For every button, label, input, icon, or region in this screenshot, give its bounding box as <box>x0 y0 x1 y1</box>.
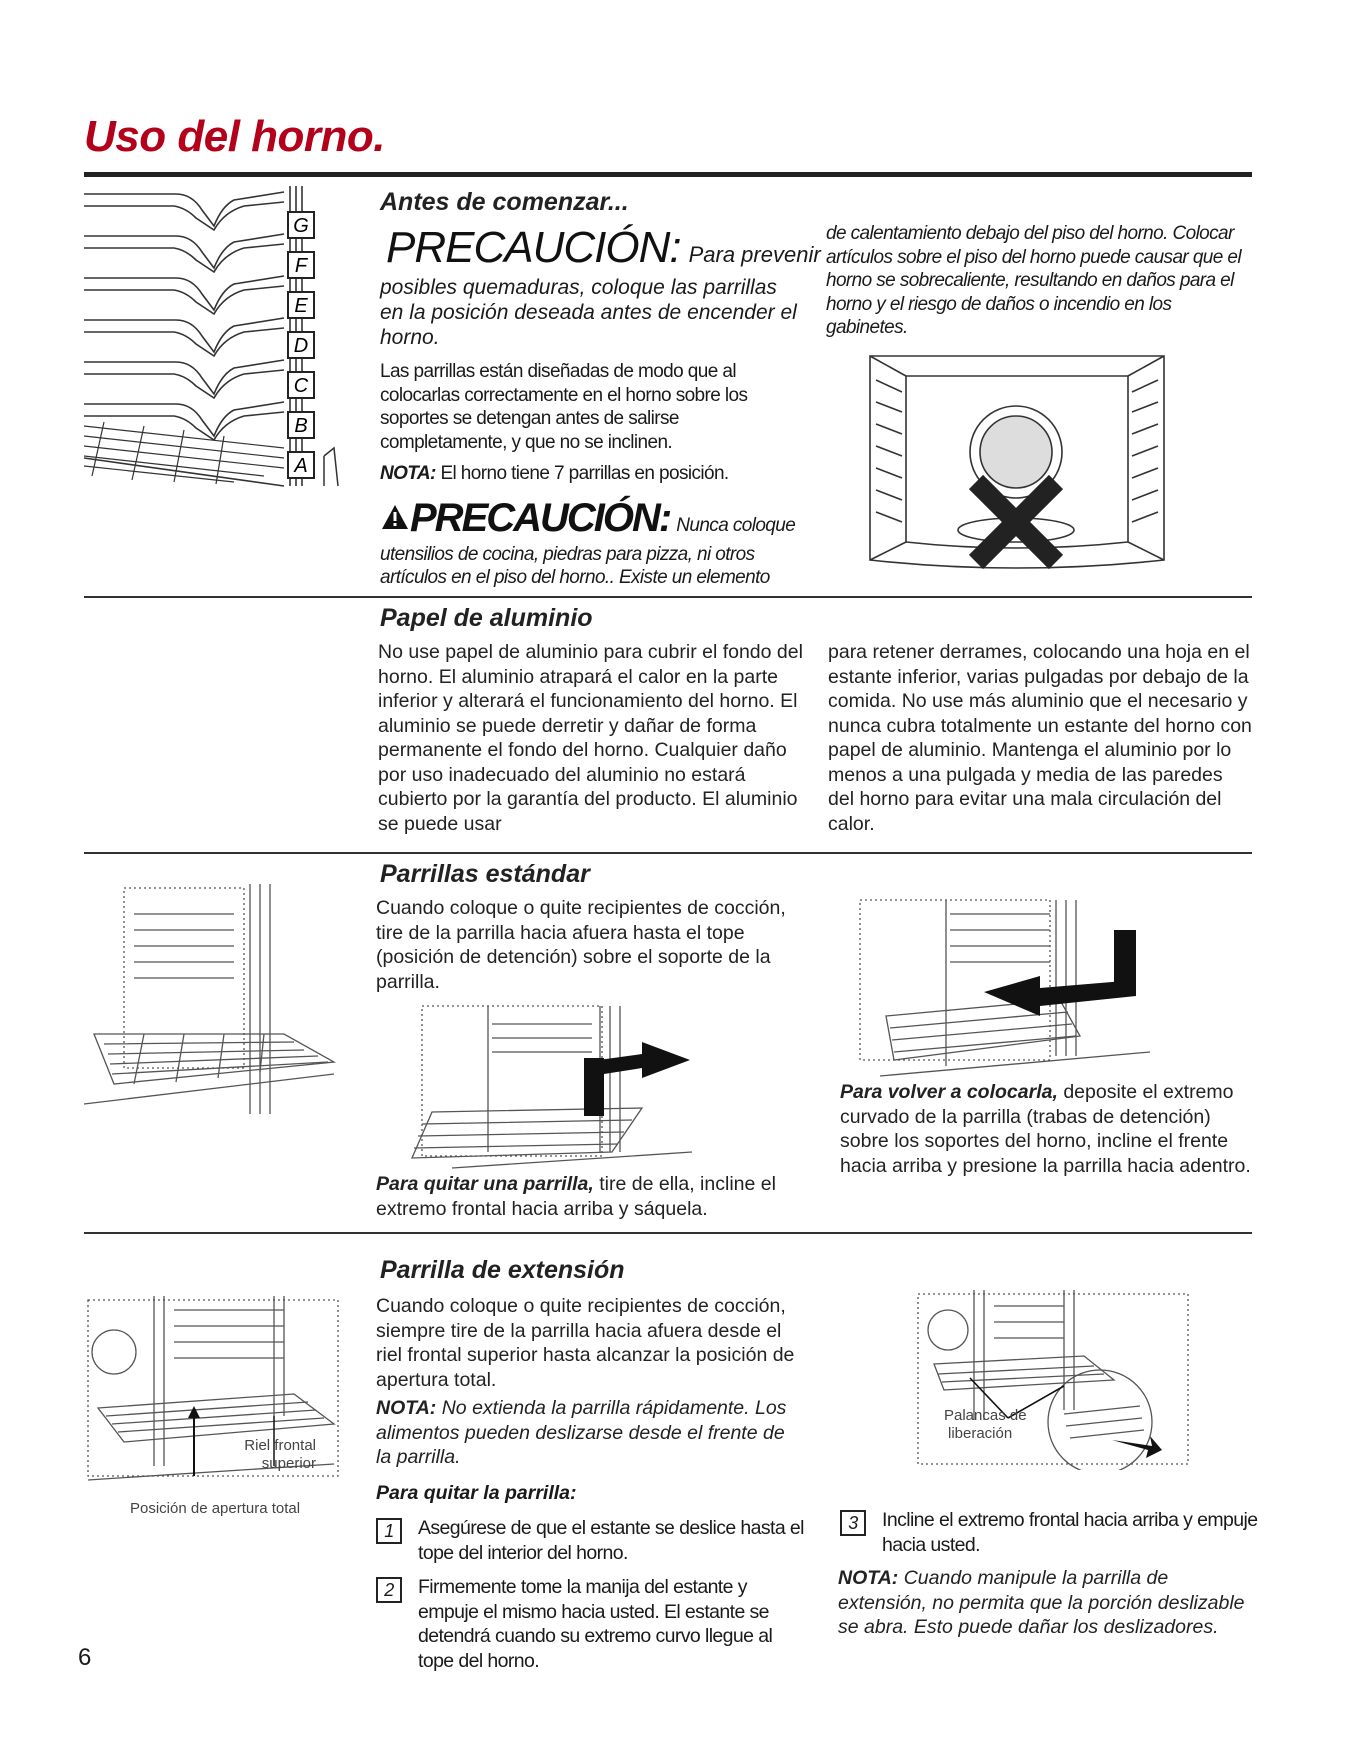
page-title: Uso del horno. <box>84 112 385 161</box>
step-item <box>376 1516 806 1565</box>
wire-rack <box>84 422 284 484</box>
title-rule <box>84 172 1252 177</box>
arrow-down-in-icon <box>984 930 1136 1016</box>
section-heading-before: Antes de comenzar... <box>380 188 629 216</box>
step-text: Asegúrese de que el estante se deslice hasta el tope del interior del horno. <box>418 1517 804 1564</box>
steps-list <box>376 1516 806 1683</box>
caution-text: utensilios de cocina, piedras para pizza, ni otros artículos en el piso del horno.. Existe un elemento <box>380 543 770 588</box>
replace-rack-illustration <box>850 896 1170 1082</box>
step-number: 3 <box>840 1510 866 1536</box>
foil-text-col1: No use papel de aluminio para cubrir el fondo del horno. El aluminio atrapará el calor en la parte inferior y alterará el funcionamiento del horno. El aluminio se puede derretir y dañar de forma permanente el fondo del horno. Cualquier daño por uso inadecuado del aluminio no estará cubierto por la garantía del producto. El aluminio se puede usar <box>378 641 803 835</box>
oven-floor-illustration <box>866 352 1168 572</box>
nota-text: No extienda la parrilla rápidamente. Los alimentos pueden deslizarse desde el frente de la parrilla. <box>376 1397 787 1468</box>
extension-intro: Cuando coloque o quite recipientes de cocción, siempre tire de la parrilla hacia afuera desde el riel frontal superior hasta alcanzar la posición de apertura total. <box>376 1295 795 1391</box>
extension-nota <box>376 1396 796 1470</box>
step-text: Firmemente tome la manija del estante y empuje el mismo hacia usted. El estante se detendrá cuando su extremo curvo llegue al tope del horno. <box>418 1576 773 1672</box>
replace-rack-paragraph <box>840 1080 1260 1178</box>
remove-rack-illustration <box>392 1002 728 1170</box>
nota-paragraph <box>380 462 800 486</box>
remove-heading: Para quitar la parrilla: <box>376 1482 577 1504</box>
prohibited-x-icon <box>976 482 1056 562</box>
position-label: C <box>293 375 309 397</box>
nota-label: NOTA: <box>380 463 436 484</box>
rack-guides <box>84 192 284 440</box>
rack-positions-illustration <box>84 186 350 502</box>
warning-icon <box>380 503 410 531</box>
page-number: 6 <box>78 1644 92 1671</box>
rail-label: Riel frontal <box>244 1437 316 1454</box>
step-number: 2 <box>376 1577 402 1603</box>
section-divider <box>84 852 1252 854</box>
position-label: A <box>294 455 308 477</box>
position-label: F <box>294 255 308 277</box>
position-label: B <box>294 415 308 437</box>
section-divider <box>84 596 1252 598</box>
position-label: G <box>293 215 309 237</box>
remove-rack-text: tire de ella, incline el extremo frontal hacia arriba y sáquela. <box>376 1173 776 1220</box>
section-heading-foil: Papel de aluminio <box>380 604 593 632</box>
extension-nota2 <box>838 1566 1258 1640</box>
caution-inline-text: Para prevenir <box>688 242 821 267</box>
section-divider <box>84 1232 1252 1234</box>
caution-text: posibles quemaduras, coloque las parrillas en la posición deseada antes de encender el horno. <box>380 276 797 349</box>
position-letters <box>288 212 314 478</box>
replace-rack-label: Para volver a colocarla, <box>840 1081 1058 1103</box>
remove-rack-paragraph <box>376 1172 806 1221</box>
steps-list-continued <box>840 1508 1260 1567</box>
position-label: E <box>294 295 308 317</box>
caution-label: PRECAUCIÓN: <box>386 223 681 272</box>
remove-rack-label: Para quitar una parrilla, <box>376 1173 594 1195</box>
nota-label: NOTA: <box>838 1567 899 1589</box>
levers-label: liberación <box>948 1425 1013 1442</box>
step-item <box>376 1575 806 1673</box>
rail-label: superior <box>261 1455 316 1472</box>
section-heading-extension: Parrilla de extensión <box>380 1256 625 1284</box>
nota-text: Cuando manipule la parrilla de extensión, no permita que la porción deslizable se abra. Esto puede dañar los deslizadores. <box>838 1567 1245 1638</box>
extension-rack-illustration <box>84 1296 346 1506</box>
section-heading-standard: Parrillas estándar <box>380 860 590 888</box>
replace-rack-text: deposite el extremo curvado de la parrilla (trabas de detención) sobre los soportes del horno, incline el frente hacia arriba y presione la parrilla hacia adentro. <box>840 1081 1251 1177</box>
caution-text-continued: de calentamiento debajo del piso del horno. Colocar artículos sobre el piso del horno puede causar que el horno se sobrecaliente, resultando en daños para el horno y el riesgo de daños o incendio en los gabinetes. <box>826 223 1241 338</box>
racks-description: Las parrillas están diseñadas de modo que al colocarlas correctamente en el horno sobre los soportes se detengan antes de salirse completamente, y que no se inclinen. <box>380 361 748 453</box>
nota-text: El horno tiene 7 parrillas en posición. <box>440 463 729 484</box>
foil-text-col2: para retener derrames, colocando una hoja en el estante inferior, varias pulgadas por debajo de la comida. No use más aluminio que el necesario y nunca cubra totalmente un estante del horno con papel de aluminio. Mantenga el aluminio por lo menos a una pulgada y media de las paredes del horno para evitar una mala circulación del calor. <box>828 641 1252 835</box>
levers-label: Palancas de <box>944 1407 1027 1424</box>
step-item <box>840 1508 1260 1557</box>
nota-label: NOTA: <box>376 1397 437 1419</box>
step-number: 1 <box>376 1518 402 1544</box>
release-levers-illustration <box>914 1290 1198 1470</box>
open-position-label: Posición de apertura total <box>130 1500 301 1517</box>
standard-rack-illustration <box>84 884 346 1134</box>
caution-inline-text: Nunca coloque <box>676 514 796 536</box>
standard-intro: Cuando coloque o quite recipientes de cocción, tire de la parrilla hacia afuera hasta el tope (posición de detención) sobre el soporte de la parrilla. <box>376 897 786 993</box>
position-label: D <box>293 335 309 357</box>
caution-label: PRECAUCIÓN: <box>410 495 671 540</box>
step-text: Incline el extremo frontal hacia arriba y empuje hacia usted. <box>882 1509 1258 1556</box>
